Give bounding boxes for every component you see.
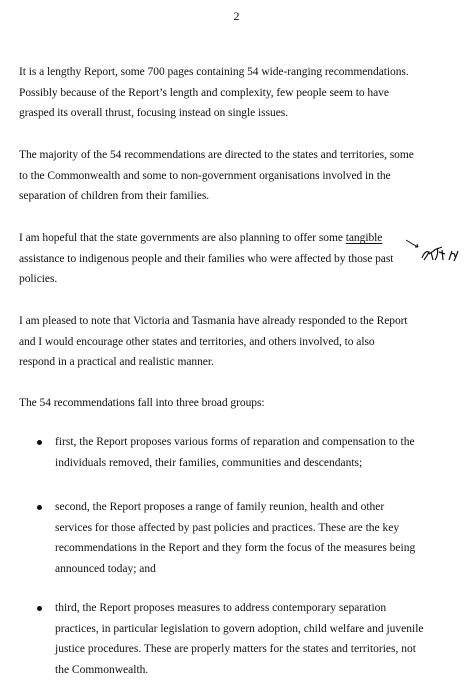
bullet-icon — [37, 440, 42, 445]
underlined-word: tangible — [345, 232, 383, 244]
text-line: It is a lengthy Report, some 700 pages containing 54 wide-ranging recommendations. — [19, 66, 409, 78]
text-line: Possibly because of the Report’s length and complexity, few people seem to have — [19, 86, 389, 99]
text-line: recommendations in the Report and they form the focus of the measures being — [55, 542, 416, 554]
paragraph-report-length — [19, 62, 459, 124]
text-line: respond in a practical and realistic manner. — [19, 356, 214, 368]
text-line: separation of children from their families. — [19, 190, 210, 202]
text-line: announced today; and — [55, 562, 156, 575]
text-line: I am pleased to note that Victoria and Tasmania have already responded to the Report — [19, 315, 408, 327]
paragraph-victoria-tasmania — [19, 311, 459, 373]
text-line: assistance to indigenous people and their families who were affected by those past — [19, 252, 394, 265]
text-line: The 54 recommendations fall into three broad groups: — [19, 397, 265, 409]
text-line: individuals removed, their families, communities and descendants; — [55, 456, 363, 469]
text-line: the Commonwealth. — [55, 663, 149, 676]
text-line: second, the Report proposes a range of family reunion, health and other — [55, 501, 385, 513]
bullet-icon — [37, 505, 42, 510]
text-line: The majority of the 54 recommendations are directed to the states and territories, some — [19, 149, 414, 161]
bullet-text — [55, 432, 465, 473]
text-line — [19, 228, 459, 249]
text-line: services for those affected by past policies and practices. These are the key — [55, 521, 400, 534]
text-line: policies. — [19, 273, 58, 285]
text-line: first, the Report proposes various forms of reparation and compensation to the — [55, 436, 415, 448]
text-span: I am hopeful that the state governments are also planning to offer some — [19, 232, 346, 244]
handwritten-annotation — [404, 238, 464, 268]
paragraph-state-assistance — [19, 228, 459, 290]
page-number: 2 — [233, 9, 240, 23]
bullet-icon — [37, 606, 42, 611]
paragraph-recommendations-directed — [19, 145, 459, 207]
text-line: grasped its overall thrust, focusing instead on single issues. — [19, 107, 289, 119]
text-line: practices, in particular legislation to govern adoption, child welfare and juvenile — [55, 622, 424, 635]
paragraph-three-groups — [19, 393, 459, 414]
text-line: to the Commonwealth and some to non-government organisations involved in the — [19, 169, 391, 182]
text-line: third, the Report proposes measures to address contemporary separation — [55, 602, 387, 614]
text-line: justice procedures. These are properly matters for the states and territories, not — [55, 643, 416, 655]
bullet-text — [55, 497, 465, 579]
text-line: and I would encourage other states and territories, and others involved, to also — [19, 335, 375, 348]
bullet-text — [55, 598, 465, 680]
